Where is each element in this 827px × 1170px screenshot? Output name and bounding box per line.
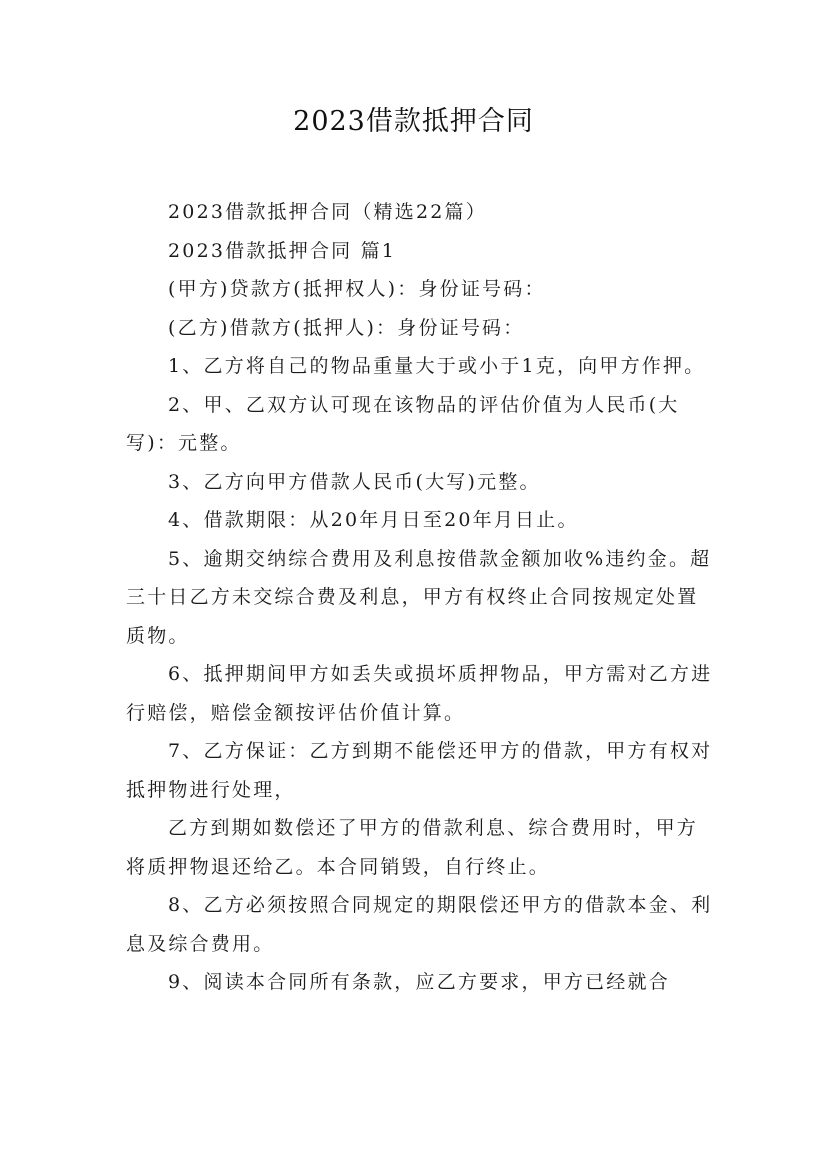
paragraph-clause-7-continued: 乙方到期如数偿还了甲方的借款利息、综合费用时，甲方将质押物退还给乙。本合同销毁，自行终止。 [126,817,699,878]
paragraph-clause-1: 1、乙方将自己的物品重量大于或小于1克，向甲方作押。 [168,355,706,377]
paragraph-clause-6: 6、抵押期间甲方如丢失或损坏质押物品，甲方需对乙方进行赔偿，赔偿金额按评估价值计算。 [126,663,713,724]
paragraph-party-b: (乙方)借款方(抵押人)：身份证号码： [168,316,525,339]
document-title: 2023借款抵押合同 [293,106,534,137]
paragraph-clause-2: 2、甲、乙双方认可现在该物品的评估价值为人民币(大写)：元整。 [126,393,680,454]
paragraph-clause-8: 8、乙方必须按照合同规定的期限偿还甲方的借款本金、利息及综合费用。 [126,894,713,955]
paragraph-clause-5: 5、逾期交纳综合费用及利息按借款金额加收%违约金。超三十日乙方未交综合费及利息，甲方有权终止合同按规定处置质物。 [126,547,712,647]
paragraph-subtitle: 2023借款抵押合同（精选22篇） [168,201,487,223]
paragraph-party-a: (甲方)贷款方(抵押权人)：身份证号码： [168,278,546,300]
document-body [126,193,716,1002]
paragraph-clause-4: 4、借款期限：从20年月日至20年月日止。 [168,509,579,531]
paragraph-clause-3: 3、乙方向甲方借款人民币(大写)元整。 [168,470,541,493]
paragraph-section-heading: 2023借款抵押合同 篇1 [168,239,397,262]
paragraph-clause-9: 9、阅读本合同所有条款，应乙方要求，甲方已经就合 [168,971,670,993]
paragraph-clause-7: 7、乙方保证：乙方到期不能偿还甲方的借款，甲方有权对抵押物进行处理， [126,740,713,801]
